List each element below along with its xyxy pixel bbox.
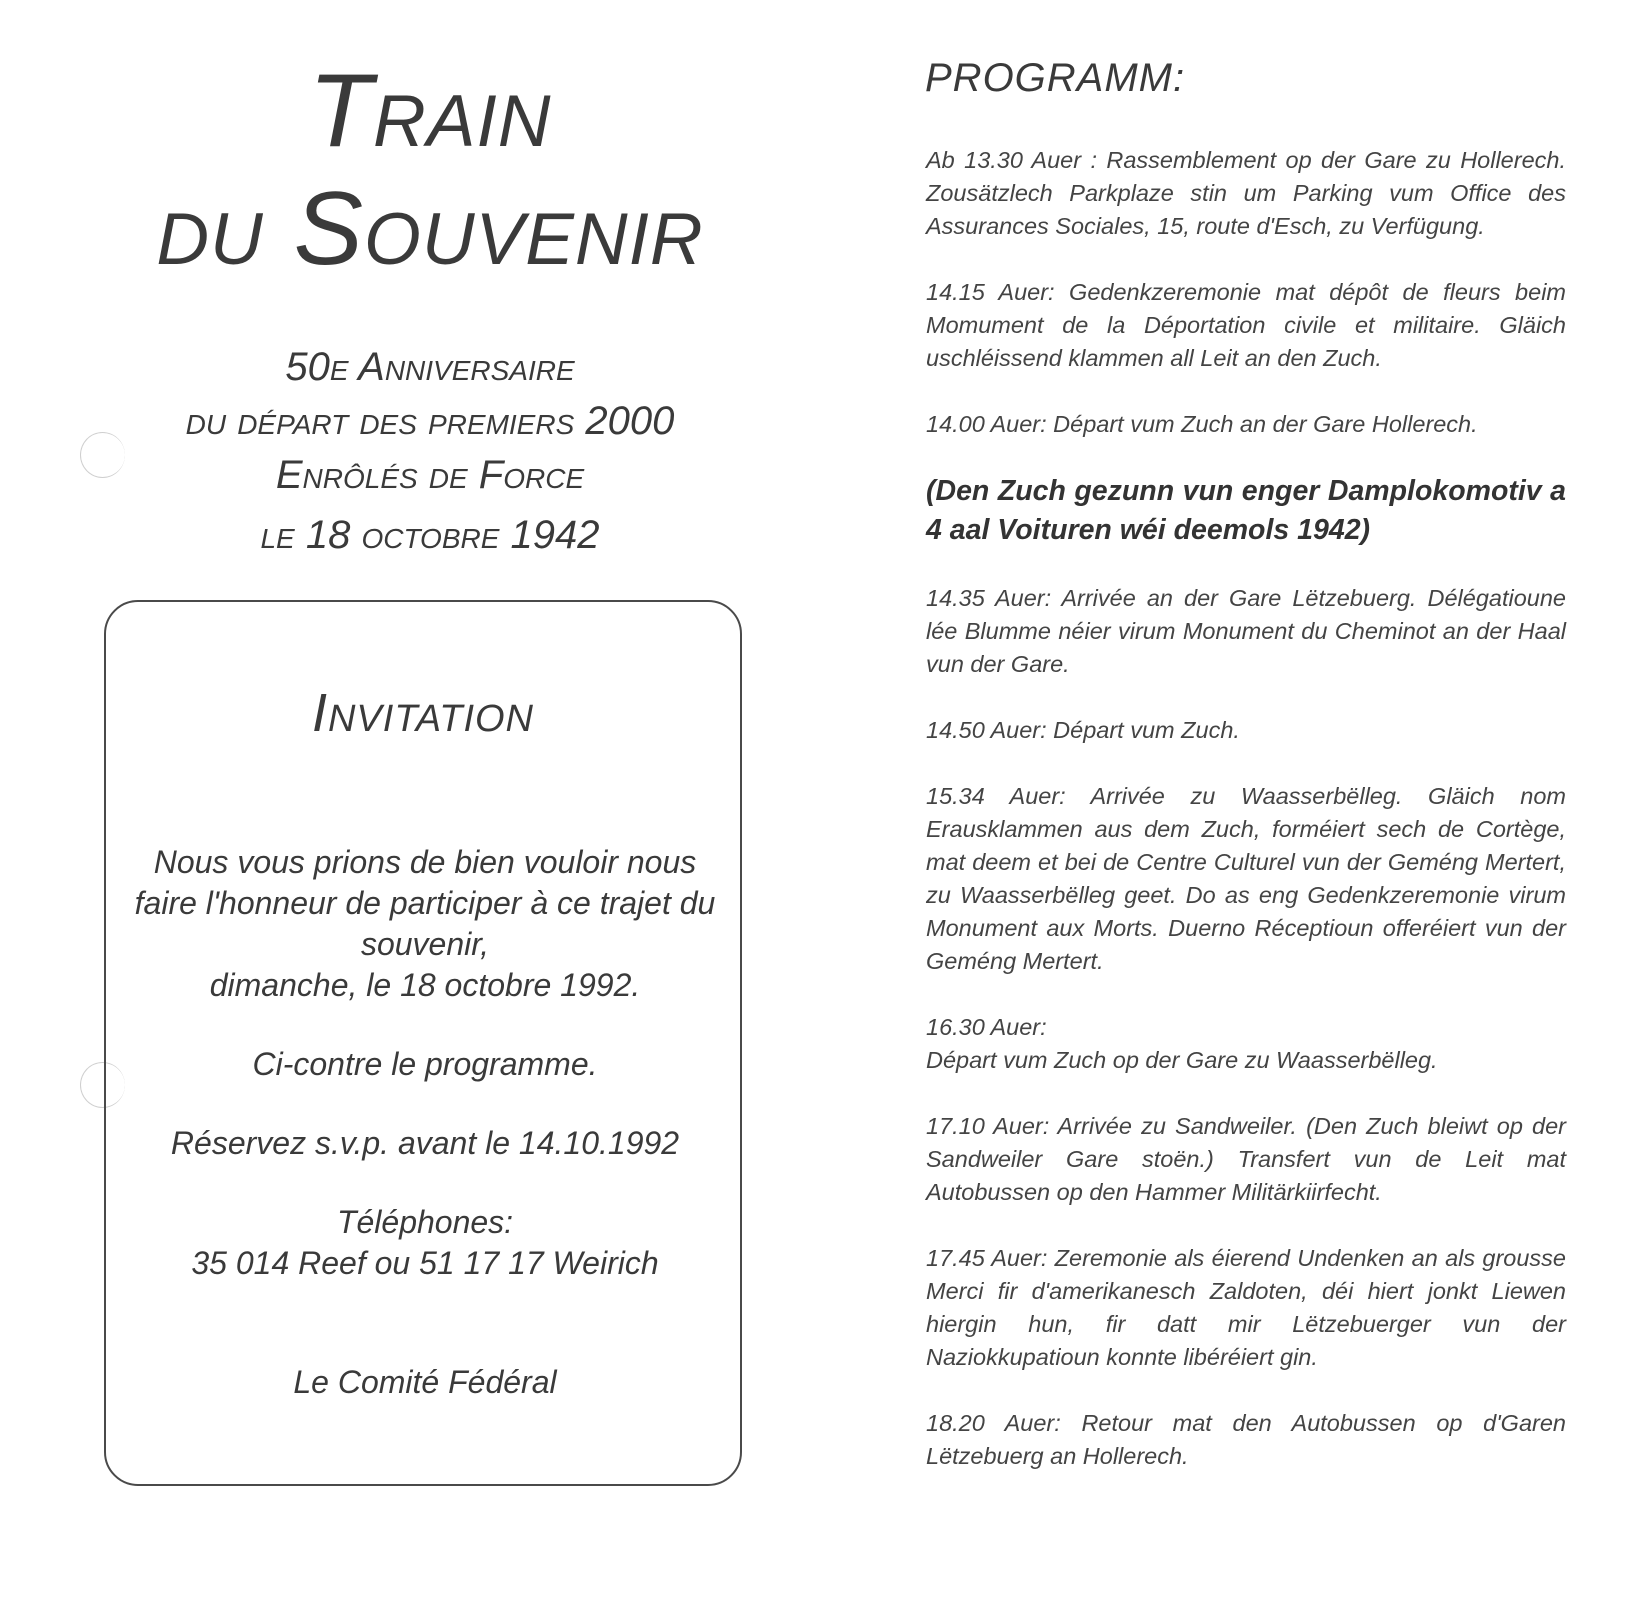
subtitle-line-1: 50e Anniversaire bbox=[285, 345, 575, 389]
program-entry: 18.20 Auer: Retour mat den Autobussen op d'Garen Lëtzebuerg an Hollerech. bbox=[926, 1410, 1566, 1469]
program-entry: 14.15 Auer: Gedenkzeremonie mat dépôt de fleurs beim Momument de la Déportation civile et militaire. Gläich uschléissend klammen all Leit an den Zuch. bbox=[926, 279, 1566, 371]
subtitle-line-2: du départ des premiers 2000 bbox=[185, 399, 675, 443]
subtitle-date: le 18 octobre 1942 bbox=[260, 513, 600, 557]
program-entry-time: 16.30 Auer: bbox=[926, 1014, 1047, 1040]
programme-note: Ci-contre le programme. bbox=[252, 1046, 598, 1082]
phones-label: Téléphones: bbox=[336, 1204, 514, 1240]
program-entry: Ab 13.30 Auer : Rassemblement op der Gare zu Hollerech. Zousätzlech Parkplaze stin um Parking vum Office des Assurances Sociales, 15, route d'Esch, zu Verfügung. bbox=[926, 147, 1566, 239]
program-entry: 17.10 Auer: Arrivée zu Sandweiler. (Den Zuch bleiwt op der Sandweiler Gare stoën.) Transfert vun de Leit mat Autobussen op den Hammer Militärkiirfecht. bbox=[926, 1113, 1566, 1205]
title-line-1: Train bbox=[308, 53, 552, 169]
program-entry: Départ vum Zuch op der Gare zu Waasserbëlleg. bbox=[926, 1047, 1438, 1073]
invitation-date: dimanche, le 18 octobre 1992. bbox=[209, 967, 641, 1003]
invitation-text: Nous vous prions de bien vouloir nous faire l'honneur de participer à ce trajet du souvenir, bbox=[134, 844, 716, 962]
program-entry: 14.00 Auer: Départ vum Zuch an der Gare Hollerech. bbox=[926, 411, 1478, 437]
program-entry: 15.34 Auer: Arrivée zu Waasserbëlleg. Gläich nom Erausklammen aus dem Zuch, forméiert sech de Cortège, mat deem et bei de Centre Culturel vun der Geméng Mertert, zu Waasserbëlleg geet. Do as eng Gedenkzeremonie virum Monument aux Morts. Duerno Réceptioun offeréiert vun der Geméng Mertert. bbox=[926, 783, 1566, 974]
reservation-note: Réservez s.v.p. avant le 14.10.1992 bbox=[170, 1125, 680, 1161]
subtitle-line-3: Enrôlés de Force bbox=[275, 453, 585, 497]
program-note-locomotive: (Den Zuch gezunn vun enger Damplokomotiv a 4 aal Voituren wéi deemols 1942) bbox=[926, 475, 1566, 546]
invitation-body bbox=[126, 842, 724, 1403]
title-line-2: du Souvenir bbox=[156, 171, 704, 287]
page-title bbox=[120, 52, 740, 288]
signature: Le Comité Fédéral bbox=[293, 1364, 557, 1400]
program-entry: 17.45 Auer: Zeremonie als éierend Undenken an als grousse Merci fir d'amerikanesch Zaldoten, déi hiert jonkt Liewen hiergin hun, fir datt mir Lëtzebuerger vun der Naziokkupatioun konnte libéréiert gin. bbox=[926, 1245, 1566, 1370]
program-entry: 14.35 Auer: Arrivée an der Gare Lëtzebuerg. Délégatioune lée Blumme néier virum Monument du Cheminot an der Haal vun der Gare. bbox=[926, 585, 1566, 677]
program-entry: 14.50 Auer: Départ vum Zuch. bbox=[926, 717, 1240, 743]
program-heading: PROGRAMM: bbox=[925, 56, 1186, 100]
invitation-box bbox=[104, 600, 742, 1486]
punch-hole-top bbox=[80, 432, 125, 478]
phone-numbers: 35 014 Reef ou 51 17 17 Weirich bbox=[191, 1245, 659, 1281]
invitation-heading: Invitation bbox=[311, 683, 535, 743]
program-list bbox=[926, 144, 1566, 1506]
anniversary-subtitle bbox=[120, 340, 740, 562]
